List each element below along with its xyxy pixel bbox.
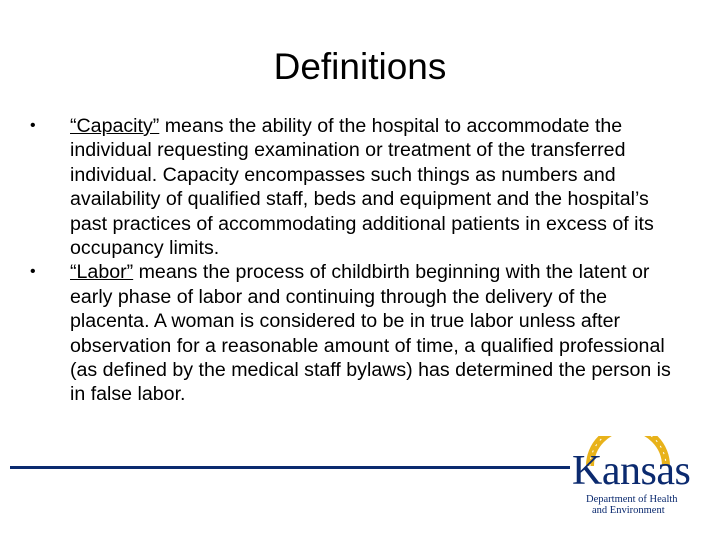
definition-term: “Labor” [70, 261, 134, 284]
list-item [26, 260, 690, 406]
definitions-list [26, 114, 690, 407]
list-item [26, 114, 690, 260]
logo-subtitle-line: Department of Health [586, 494, 678, 505]
bullet-icon: • [30, 263, 36, 281]
definition-text: means the process of childbirth beginning with the latent or early phase of labor and continuing through the delivery of the placenta. A woman is considered to be in true labor unless after observation for a reasonable amount of time, a qualified professional (as defined by the medical staff bylaws) has determined the person is in false labor. [70, 261, 671, 406]
logo-subtitle [586, 494, 696, 516]
footer-rule [10, 466, 570, 469]
slide-title: Definitions [273, 46, 447, 87]
definition-term: “Capacity” [70, 115, 160, 137]
definition-text: means the ability of the hospital to accommodate the individual requesting examination or treatment of the transferred individual. Capacity encompasses such things as numbers and availability of qualified staff, beds and equipment and the hospital’s past practices of accommodating additional patients in excess of its occupancy limits. [70, 115, 654, 260]
logo-subtitle-line: and Environment [592, 505, 665, 516]
logo-wordmark: Kansas [572, 448, 691, 494]
bullet-icon: • [30, 117, 36, 134]
